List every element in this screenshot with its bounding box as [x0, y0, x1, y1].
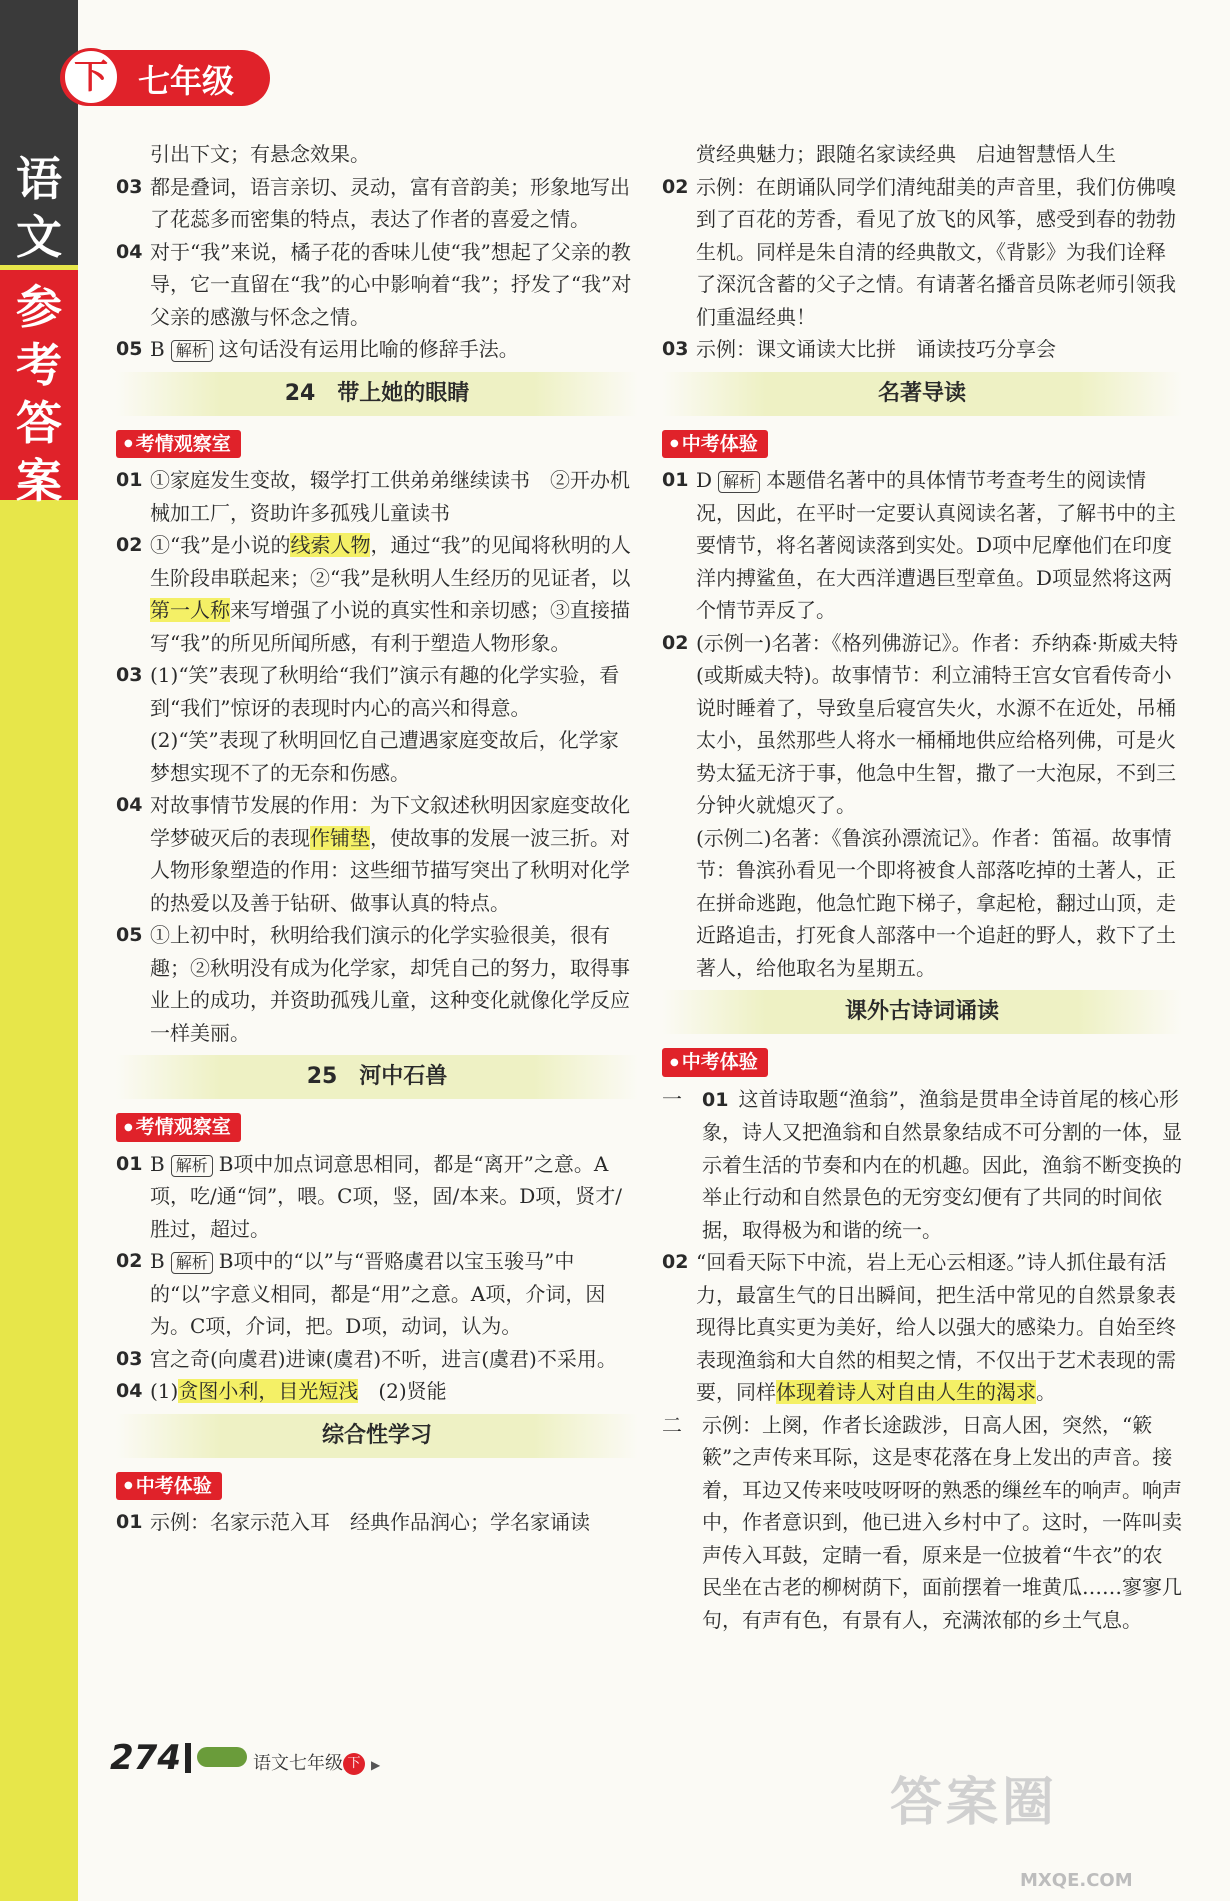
item-number: 02	[662, 175, 689, 198]
item-text: ①家庭发生变故，辍学打工供弟弟继续读书 ②开办机械加工厂，资助许多孤残儿童读书	[150, 468, 630, 525]
highlighted-text: 体现着诗人对自由人生的渴求	[776, 1380, 1036, 1404]
item-number: 01	[116, 469, 143, 491]
item-number: 02	[116, 534, 143, 556]
item-number: 01	[116, 1152, 143, 1175]
grade-text: 七年级	[138, 62, 235, 100]
item-number: 04	[116, 794, 143, 816]
page-number: 274	[110, 1738, 181, 1778]
item-text: 本题借名著中的具体情节考查考生的阅读情况，因此，在平时一定要认真阅读名著，了解书中的主要情节，将名著阅读落到实处。D项中尼摩他们在印度洋内搏鲨鱼，在大西洋遭遇巨型章鱼。D项显然将这两个情节弄反了。	[696, 468, 1176, 622]
answer-item	[116, 1375, 638, 1408]
analysis-badge: 解析	[171, 340, 213, 362]
item-number: 05	[116, 338, 143, 360]
subject-label: 语 文	[16, 152, 62, 264]
item-text: ，通过“我”的见闻将秋明的人生阶段串联起来；②“我”是秋明人生经历的见证者，以	[150, 533, 631, 590]
part-marker: 一	[662, 1086, 682, 1111]
analysis-badge: 解析	[171, 1155, 213, 1177]
answer-item	[116, 171, 638, 236]
item-text: (1)	[150, 1379, 179, 1403]
answer-letter: B	[150, 1151, 165, 1176]
item-number: 04	[116, 1380, 143, 1402]
answer-item	[116, 1148, 638, 1246]
item-text: 这句话没有运用比喻的修辞手法。	[218, 337, 519, 361]
answer-item	[662, 627, 1182, 985]
item-number: 03	[662, 338, 689, 360]
item-text: (2)“笑”表现了秋明回忆自己遭遇家庭变故后，化学家梦想实现不了的无奈和伤感。	[150, 728, 619, 785]
item-number: 04	[116, 240, 143, 263]
answer-item	[116, 236, 638, 334]
watermark-url: MXQE.COM	[1020, 1870, 1133, 1891]
item-number: 02	[116, 1250, 143, 1272]
section-tag: ● 考情观察室	[116, 430, 241, 459]
item-text: 宫之奇(向虞君)进谏(虞君)不听，进言(虞君)不采用。	[150, 1346, 617, 1371]
highlighted-text: 第一人称	[150, 598, 230, 622]
page-footer	[110, 1738, 380, 1778]
answer-item	[116, 333, 638, 366]
item-text: “回看天际下中流，岩上无心云相逐。”诗人抓住最有活力，最富生气的日出瞬间，把生活中常见的自然景象表现得比真实更为美好，给人以强大的感染力。自始至终表现渔翁和大自然的相契之情，不仅出于艺术表现的需要，同样	[696, 1250, 1176, 1404]
answer-letter: D	[696, 468, 713, 492]
answer-item	[116, 1343, 638, 1376]
section-title: 综合性学习	[116, 1414, 638, 1458]
analysis-badge: 解析	[171, 1252, 213, 1274]
item-number: 03	[116, 664, 143, 686]
item-text: 示例：课文诵读大比拼 诵读技巧分享会	[696, 337, 1056, 361]
section-tag: ● 中考体验	[116, 1472, 222, 1501]
text-line: 引出下文；有悬念效果。	[150, 142, 370, 166]
triangle-right-icon: ▶	[370, 1758, 381, 1772]
item-number: 03	[116, 175, 143, 198]
item-text: ①“我”是小说的	[150, 533, 291, 557]
item-text: ①上初中时，秋明给我们演示的化学实验很美，很有趣；②秋明没有成为化学家，却凭自己的努力，取得事业上的成功，并资助孤残儿童，这种变化就像化学反应一样美丽。	[150, 923, 630, 1045]
item-text: 这首诗取题“渔翁”，渔翁是贯串全诗首尾的核心形象，诗人又把渔翁和自然景象结成不可分割的一体，显示着生活的节奏和内在的机趣。因此，渔翁不断变换的举止行动和自然景色的无穷变幻便有了共同的时间依据，取得极为和谐的统一。	[702, 1086, 1182, 1242]
answer-item	[116, 529, 638, 659]
item-text: B项中加点词意思相同，都是“离开”之意。A项，吃/通“饲”，喂。C项，竖，固/本来。D项，贤才/胜过，超过。	[150, 1151, 623, 1241]
section-tag: ● 中考体验	[662, 1048, 768, 1077]
section-tag: ● 中考体验	[662, 430, 768, 459]
right-column	[662, 138, 1182, 1636]
item-number: 05	[116, 924, 143, 946]
answer-letter: B	[150, 1249, 165, 1273]
answer-item	[116, 1245, 638, 1343]
grade-badge: 下	[62, 48, 120, 106]
item-text: (示例二)名著：《鲁滨孙漂流记》。作者：笛福。故事情节：鲁滨孙看见一个即将被食人部落吃掉的土著人，正在拼命逃跑，他急忙跑下梯子，拿起枪，翻过山顶，走近路追击，打死食人部落中一个追赶的野人，救下了土著人，给他取名为星期五。	[696, 825, 1176, 980]
section-title: 课外古诗词诵读	[662, 990, 1182, 1034]
item-text: (示例一)名著：《格列佛游记》。作者：乔纳森·斯威夫特(或斯威夫特)。故事情节：利立浦特王宫女官看传奇小说时睡着了，导致皇后寝宫失火，水源不在近处，吊桶太小，虽然那些人将水一桶桶地供应给格列佛，可是火势太猛无济于事，他急中生智，撒了一大泡尿，不到三分钟火就熄灭了。	[696, 630, 1178, 817]
answer-item	[662, 1409, 1182, 1637]
answer-letter: B	[150, 337, 165, 361]
item-text: 示例：名家示范入耳 经典作品润心；学名家诵读	[150, 1510, 590, 1534]
item-number: 02	[662, 1251, 689, 1273]
section-title: 名著导读	[662, 372, 1182, 416]
text-line: 赏经典魅力；跟随名家读经典 启迪智慧悟人生	[696, 142, 1116, 166]
footer-label: 语文七年级	[252, 1753, 343, 1774]
answer-item	[662, 1083, 1182, 1247]
item-text: 对于“我”来说，橘子花的香味儿使“我”想起了父亲的教导，它一直留在“我”的心中影响着“我”；抒发了“我”对父亲的感激与怀念之情。	[150, 239, 632, 329]
item-text: (2)贤能	[358, 1379, 447, 1403]
answer-item	[116, 1506, 638, 1539]
item-number: 01	[116, 1511, 143, 1533]
answer-item	[662, 333, 1182, 366]
item-text: 示例：上阕，作者长途跋涉，日高人困，突然，“簌簌”之声传来耳际，这是枣花落在身上发出的声音。接着，耳边又传来吱吱呀呀的熟悉的缫丝车的响声。响声中，作者意识到，他已进入乡村中了。这时，一阵叫卖声传入耳鼓，定睛一看，原来是一位披着“牛衣”的农民坐在古老的柳树荫下，面前摆着一堆黄瓜……寥寥几句，有声有色，有景有人，充满浓郁的乡土气息。	[702, 1412, 1182, 1632]
section-tag: ● 考情观察室	[116, 1113, 241, 1142]
logo-pill-icon	[197, 1747, 247, 1767]
highlighted-text: 线索人物	[290, 533, 371, 557]
item-text: 对故事情节发展的作用：为下文叙述秋明因家庭变故化学梦破灭后的表现	[150, 793, 630, 850]
answer-item	[116, 919, 638, 1049]
analysis-badge: 解析	[718, 471, 760, 493]
item-text: 。	[1036, 1380, 1056, 1404]
item-text: (1)“笑”表现了秋明给“我们”演示有趣的化学实验，看到“我们”惊讶的表现时内心的高兴和得意。	[150, 663, 620, 720]
item-number: 01	[702, 1088, 729, 1111]
answer-item	[116, 789, 638, 919]
item-number: 03	[116, 1347, 143, 1370]
answer-item	[662, 171, 1182, 334]
highlighted-text: 贪图小利，目光短浅	[178, 1379, 359, 1403]
answer-item	[662, 464, 1182, 627]
item-text: 示例：在朗诵队同学们清纯甜美的声音里，我们仿佛嗅到了百花的芳香，看见了放飞的风筝，感受到春的勃勃生机。同样是朱自清的经典散文，《背影》为我们诠释了深沉含蓄的父子之情。有请著名播音员陈老师引领我们重温经典！	[696, 174, 1176, 329]
item-text: 来写增强了小说的真实性和亲切感；③直接描写“我”的所见所闻所感，有利于塑造人物形象。	[150, 598, 630, 655]
answer-label: 参 考 答 案	[16, 280, 62, 508]
item-number: 02	[662, 631, 689, 654]
item-text: B项中的“以”与“晋赂虞君以宝玉骏马”中的“以”字意义相同，都是“用”之意。A项，介词，因为。C项，介词，把。D项，动词，认为。	[150, 1249, 606, 1338]
part-marker: 二	[662, 1412, 682, 1437]
page-bar	[185, 1743, 191, 1773]
left-column	[116, 138, 638, 1539]
section-title: 25 河中石兽	[116, 1055, 638, 1099]
footer-badge: 下	[343, 1753, 365, 1775]
item-number: 01	[662, 469, 689, 491]
item-text: 都是叠词，语言亲切、灵动，富有音韵美；形象地写出了花蕊多而密集的特点，表达了作者的喜爱之情。	[150, 174, 630, 231]
answer-item	[662, 1246, 1182, 1409]
answer-item	[116, 464, 638, 529]
answer-item	[116, 659, 638, 789]
watermark: 答案圈	[890, 1773, 1059, 1833]
section-title: 24 带上她的眼睛	[116, 372, 638, 416]
item-text: ，使故事的发展一波三折。对人物形象塑造的作用：这些细节描写突出了秋明对化学的热爱以及善于钻研、做事认真的特点。	[150, 825, 630, 915]
highlighted-text: 作铺垫	[310, 825, 370, 850]
